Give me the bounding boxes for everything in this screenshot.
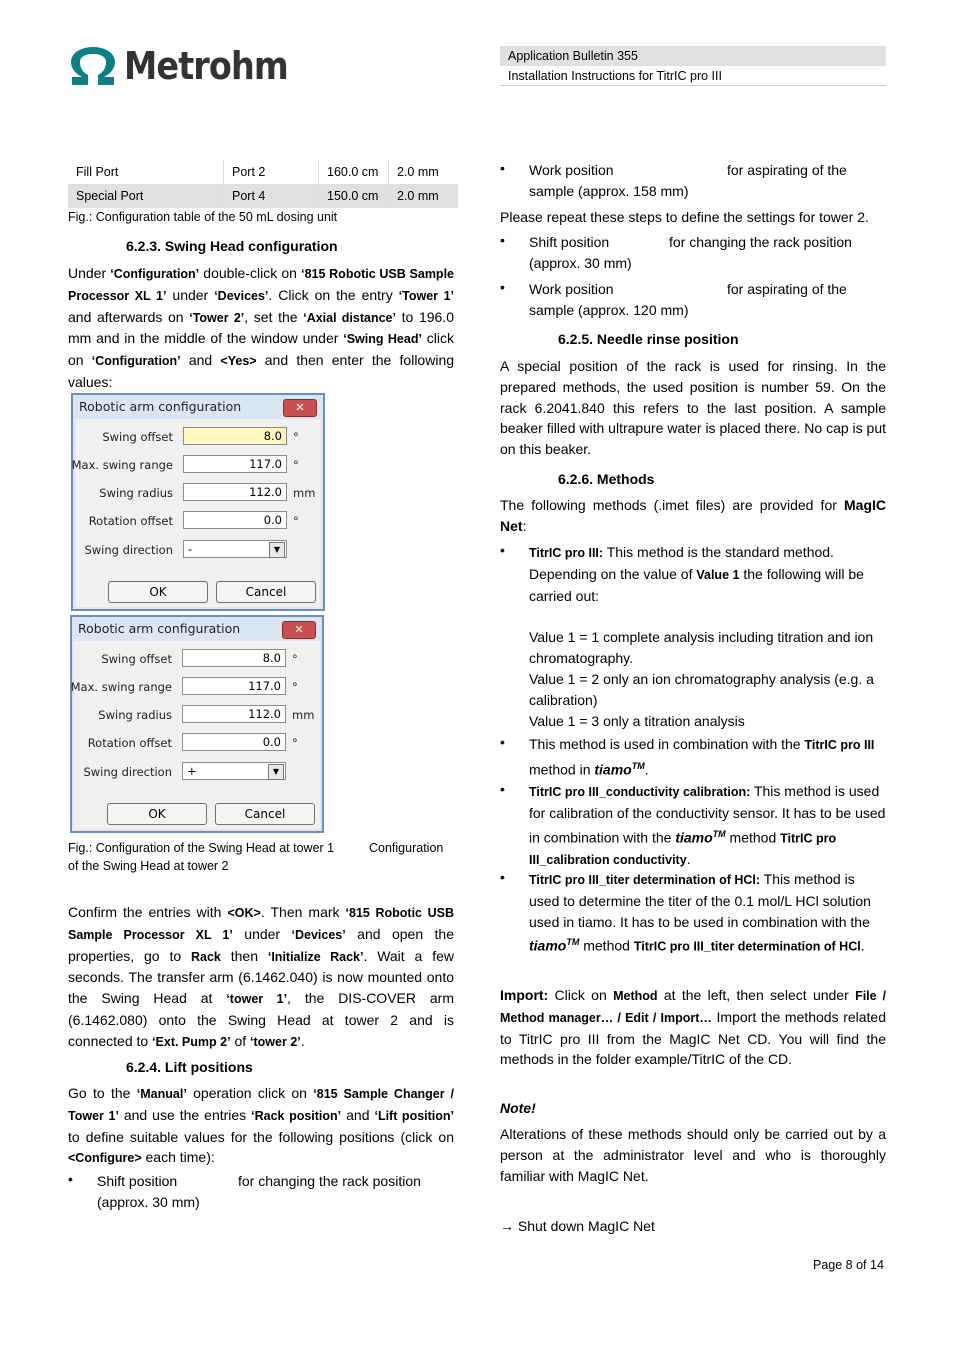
lift-paragraph: Go to the ‘Manual’ operation click on ‘815 Sample Changer / Tower 1’ and use the entries ‘Rack position’ and ‘Lift position’ to define suitable values for the following positions (click on <Configure> each time): (68, 1085, 455, 1166)
unit-label: mm (293, 486, 316, 500)
repeat-instruction: Please repeat these steps to define the settings for tower 2. (500, 209, 869, 225)
dialog-title: Robotic arm configuration (78, 621, 241, 636)
rotation-offset-input[interactable]: 0.0 (182, 733, 286, 751)
field-label: Swing direction (84, 543, 173, 557)
unit-label: ° (292, 736, 298, 750)
field-label: Swing radius (99, 486, 173, 500)
table-cell: Port 2 (224, 160, 319, 184)
field-label: Swing offset (102, 430, 173, 444)
dialog-title: Robotic arm configuration (79, 399, 242, 414)
table-caption: Fig.: Configuration table of the 50 mL dosing unit (68, 210, 338, 224)
table-cell: Port 4 (224, 184, 319, 208)
methods-intro: The following methods (.imet files) are provided for MagIC Net: (500, 497, 886, 534)
field-label: Swing direction (83, 765, 172, 779)
chevron-down-icon[interactable]: ▼ (269, 542, 285, 558)
page-number: Page 8 of 14 (813, 1258, 884, 1272)
brand-name: Metrohm (124, 44, 288, 88)
table-cell: 150.0 cm (319, 184, 389, 208)
header-line-2: Installation Instructions for TitrIC pro III (500, 67, 886, 86)
table-cell: 2.0 mm (397, 165, 439, 179)
swing-radius-input[interactable]: 112.0 (183, 483, 287, 501)
swing-direction-select[interactable]: + ▼ (182, 762, 286, 780)
table-cell: Fill Port (68, 160, 224, 184)
unit-label: ° (292, 680, 298, 694)
list-item: • This method is used in combination with the TitrIC pro III method in tiamo™. (500, 734, 875, 778)
heading-lift-positions: 6.2.4. Lift positions (126, 1059, 253, 1075)
robotic-arm-dialog-tower-1 (71, 393, 325, 611)
config-table (68, 160, 458, 208)
dialog-caption-b: Configuration (369, 841, 444, 855)
list-item: • TitrIC pro III: This method is the standard method. Depending on the value of Value 1 the following will be carried out: Value 1 = 1 complete analysis including titration and ion chromatography. Value 1 = 2 only an ion chromatography analysis (e.g. a calibration) Value 1 = 3 only a titration analysis (500, 542, 874, 729)
table-row (68, 160, 458, 184)
omega-icon (68, 47, 118, 85)
unit-label: mm (292, 708, 315, 722)
heading-methods: 6.2.6. Methods (558, 471, 655, 487)
dialog-caption-c: of the Swing Head at tower 2 (68, 859, 229, 873)
note-text: Alterations of these methods should only be carried out by a person at the administrator level and who is thoroughly familiar with MagIC Net. (500, 1126, 886, 1184)
heading-needle-rinse: 6.2.5. Needle rinse position (558, 331, 739, 347)
field-label: Max. swing range (70, 680, 172, 694)
list-item: • Shift position for changing the rack position (approx. 30 mm) (68, 1171, 421, 1210)
list-item: • Shift position for changing the rack position (approx. 30 mm) (500, 232, 852, 271)
arrow-right-icon: → (500, 1218, 514, 1234)
swing-offset-input[interactable]: 8.0 (183, 427, 287, 445)
field-label: Rotation offset (88, 514, 173, 528)
unit-label: ° (293, 458, 299, 472)
header-line-1: Application Bulletin 355 (500, 46, 886, 66)
field-label: Swing radius (98, 708, 172, 722)
field-label: Max. swing range (71, 458, 173, 472)
ok-button[interactable]: OK (107, 803, 207, 825)
confirm-paragraph: Confirm the entries with <OK>. Then mark ‘815 Robotic USB Sample Processor XL 1’ under ‘Devices’ and open the properties, go to Rack then ‘Initialize Rack’. Wait a few seconds. The transfer arm (6.1462.040) is now mounted onto the Swing Head at ‘tower 1’, the DIS-COVER arm (6.1462.080) onto the Swing Head at tower 2 and is connected to ‘Ext. Pump 2’ of ‘tower 2’. (68, 904, 454, 1049)
chevron-down-icon[interactable]: ▼ (268, 764, 284, 780)
rotation-offset-input[interactable]: 0.0 (183, 511, 287, 529)
table-cell: 2.0 mm (389, 184, 459, 208)
metrohm-logo (68, 44, 310, 88)
table-cell: Special Port (68, 184, 224, 208)
swing-offset-input[interactable]: 8.0 (182, 649, 286, 667)
list-item: • Work position for aspirating of the sample (approx. 120 mm) (500, 279, 847, 318)
swing-radius-input[interactable]: 112.0 (182, 705, 286, 723)
close-icon[interactable]: ✕ (283, 399, 317, 417)
field-label: Rotation offset (87, 736, 172, 750)
list-item: • TitrIC pro III_conductivity calibration: This method is used for calibration of the conductivity sensor. It has to be used in combination with the tiamo™ method TitrIC pro III_calibration conductivity. (500, 781, 886, 868)
list-item: • Work position for aspirating of the sample (approx. 158 mm) (500, 160, 847, 199)
import-paragraph: Import: Click on Method at the left, then select under File / Method manager… / Edit / Import… Import the methods related to TitrIC pro III from the MagIC Net CD. You will find the methods in the folder example/TitrIC of the CD. (500, 987, 887, 1068)
unit-label: ° (293, 430, 299, 444)
ok-button[interactable]: OK (108, 581, 208, 603)
field-label: Swing offset (101, 652, 172, 666)
table-row (68, 184, 458, 208)
needle-paragraph: A special position of the rack is used for rinsing. In the prepared methods, the used position is number 59. On the rack 6.2041.840 this refers to the last position. A sample beaker filled with ultrapure water is placed there. No cap is put on this beaker. (500, 358, 886, 458)
cancel-button[interactable]: Cancel (216, 581, 316, 603)
note-title: Note! (500, 1100, 536, 1116)
close-icon[interactable]: ✕ (282, 621, 316, 639)
shutdown-step: → Shut down MagIC Net (500, 1218, 655, 1234)
dialog-caption-a: Fig.: Configuration of the Swing Head at tower 1 (68, 841, 335, 855)
unit-label: ° (292, 652, 298, 666)
cancel-button[interactable]: Cancel (215, 803, 315, 825)
swing-direction-select[interactable]: - ▼ (183, 540, 287, 558)
max-swing-range-input[interactable]: 117.0 (182, 677, 286, 695)
swing-head-paragraph: Under ‘Configuration’ double-click on ‘815 Robotic USB Sample Processor XL 1’ under ‘Devices’. Click on the entry ‘Tower 1’ and afterwards on ‘Tower 2’, set the ‘Axial distance’ to 196.0 mm and in the middle of the window under ‘Swing Head’ click on ‘Configuration’ and <Yes> and then enter the following values: (68, 265, 455, 390)
heading-swing-head: 6.2.3. Swing Head configuration (126, 238, 338, 254)
max-swing-range-input[interactable]: 117.0 (183, 455, 287, 473)
table-cell: 160.0 cm (319, 160, 389, 184)
list-item: • TitrIC pro III_titer determination of HCl: This method is used to determine the titer of the 0.1 mol/L HCl solution used in tiamo. It has to be used in combination with the tiamo™ method TitrIC pro III_titer determination of HCl. (500, 869, 871, 955)
robotic-arm-dialog-tower-2 (70, 615, 324, 833)
unit-label: ° (293, 514, 299, 528)
